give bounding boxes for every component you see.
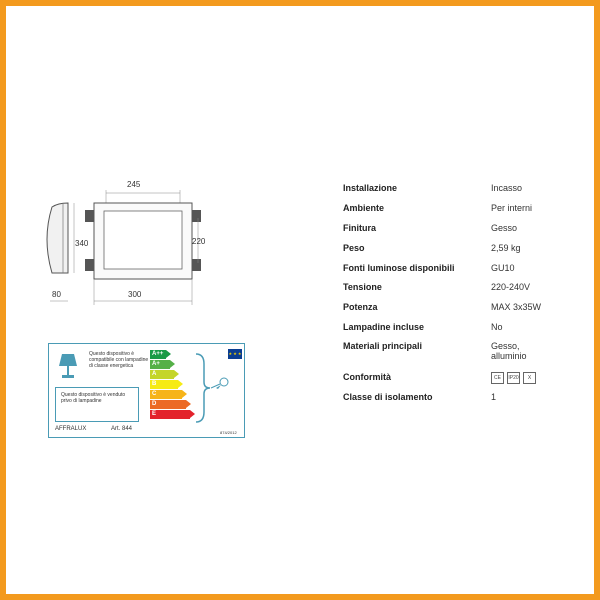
energy-class-bar: A	[150, 370, 174, 379]
energy-class-bar: B	[150, 380, 178, 389]
spec-label: Conformità	[343, 372, 391, 382]
sold-text: Questo dispositivo è venduto privo di lampadine	[61, 392, 126, 404]
spec-value: MAX 3x35W	[491, 302, 542, 312]
spec-label: Classe di isolamento	[343, 392, 433, 402]
ip20-icon: IP20	[507, 372, 520, 384]
spec-label: Finitura	[343, 223, 376, 233]
spec-label: Materiali principali	[343, 341, 423, 351]
spec-value-line1: Gesso,	[491, 341, 520, 351]
regulation-number: 874/2012	[220, 430, 237, 435]
technical-drawing	[40, 175, 270, 310]
spec-label: Ambiente	[343, 203, 385, 213]
dim-width-top: 245	[127, 180, 141, 189]
article-number: Art. 844	[111, 426, 133, 432]
spec-value: GU10	[491, 263, 515, 273]
brace-bulb-icon	[194, 352, 234, 424]
spec-value	[491, 341, 581, 361]
eu-flag-stars: ★ ★ ★	[228, 351, 242, 356]
spec-value: Per interni	[491, 203, 533, 213]
sold-without-lamps-box	[55, 387, 139, 422]
ce-mark-icon: CE	[491, 372, 504, 384]
lamp-icon	[57, 352, 79, 380]
spec-value: Gesso	[491, 223, 518, 233]
energy-class-bar: D	[150, 400, 186, 409]
spec-label: Installazione	[343, 183, 398, 193]
spec-label: Potenza	[343, 302, 378, 312]
energy-class-bar: E	[150, 410, 190, 419]
spec-label: Peso	[343, 243, 365, 253]
dim-height-side: 340	[75, 239, 89, 248]
dim-depth: 80	[52, 290, 61, 299]
energy-class-bar: A+	[150, 360, 170, 369]
brand-name: AFFRALUX	[55, 426, 87, 432]
spec-label: Tensione	[343, 282, 382, 292]
spec-value: Incasso	[491, 183, 523, 193]
compatible-text: Questo dispositivo è compatibile con lampadine di classe energetica	[89, 351, 149, 369]
dim-height-right: 220	[192, 237, 206, 246]
class-1-icon: X	[523, 372, 536, 384]
energy-class-bar: A++	[150, 350, 166, 359]
dim-width-bottom: 300	[128, 290, 142, 299]
spec-value: 1	[491, 392, 497, 402]
spec-value: 220-240V	[491, 282, 531, 292]
energy-class-bar: C	[150, 390, 182, 399]
eu-flag-icon	[228, 349, 242, 359]
spec-value: No	[491, 322, 503, 332]
spec-value-line2: alluminio	[491, 351, 527, 361]
energy-class-bars	[150, 350, 190, 420]
spec-label: Lampadine incluse	[343, 322, 425, 332]
conformity-icons	[491, 372, 581, 384]
spec-label: Fonti luminose disponibili	[343, 263, 455, 273]
energy-label	[48, 343, 245, 438]
spec-value: 2,59 kg	[491, 243, 521, 253]
